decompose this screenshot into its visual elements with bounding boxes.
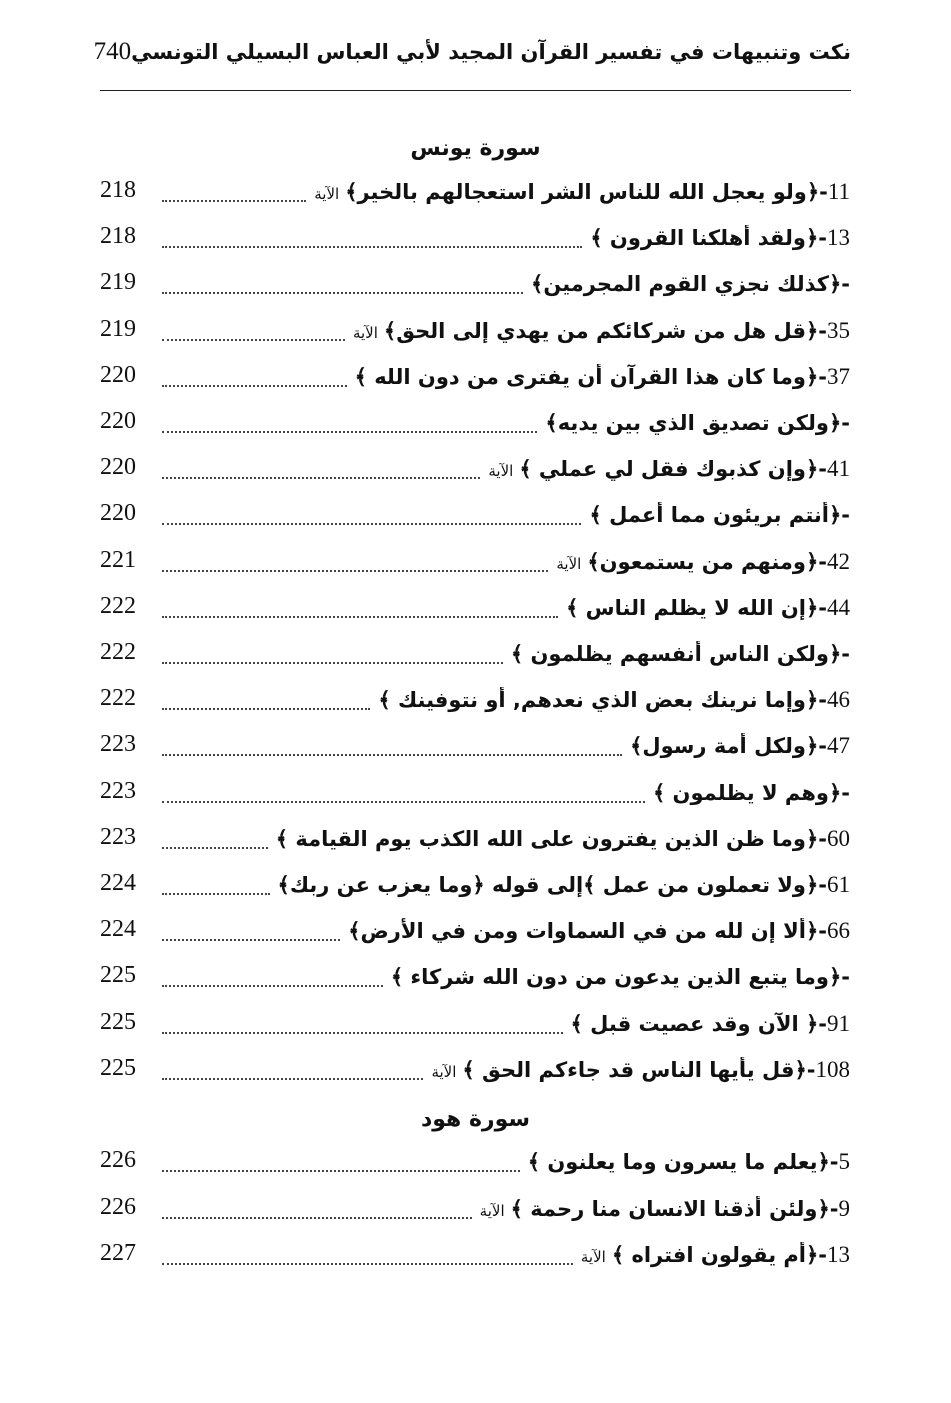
index-entry	[100, 957, 850, 997]
verse-suffix: الآية	[431, 1062, 457, 1081]
running-header	[93, 38, 851, 88]
section-title: سورة يونس	[410, 136, 541, 161]
dot-leader	[162, 754, 622, 756]
entry-page-number: 220	[100, 500, 136, 527]
entry-text	[511, 641, 850, 667]
dot-leader	[162, 385, 347, 387]
verse-text: ﴿ولو يعجل الله للناس الشر استعجالهم بالخير﴾	[345, 180, 820, 204]
entry-text	[581, 1242, 850, 1268]
entry-page-number: 225	[100, 1054, 136, 1081]
dot-leader	[162, 616, 558, 618]
entry-dash: -	[841, 272, 850, 297]
entry-dash: -	[818, 734, 827, 759]
header-title: نكت وتنبيهات في تفسير القرآن المجيد لأبي العباس البسيلي التونسي	[131, 40, 851, 64]
verse-number: 42	[827, 548, 850, 574]
entry-dash: -	[841, 503, 850, 528]
entry-dash: -	[841, 780, 850, 805]
index-entry	[100, 403, 850, 443]
dot-leader	[162, 1078, 423, 1080]
entry-text	[630, 733, 850, 759]
verse-number: 5	[838, 1149, 850, 1174]
dot-leader	[162, 200, 306, 202]
entry-dash: -	[819, 180, 828, 204]
entry-text	[480, 1196, 850, 1222]
index-entry	[100, 357, 850, 397]
verse-text: ﴿ومنهم من يستمعون﴾	[587, 549, 819, 574]
entry-dash: -	[829, 1196, 839, 1221]
entry-text	[590, 225, 850, 251]
entry-text	[488, 456, 850, 482]
verse-text: ﴿كذلك نجزي القوم المجرمين﴾	[531, 272, 842, 297]
entry-text	[566, 595, 850, 621]
index-entry	[100, 449, 850, 489]
entry-text	[653, 780, 850, 806]
verse-number: 47	[827, 733, 850, 759]
header-rule	[100, 90, 851, 91]
verse-number: 108	[815, 1056, 850, 1082]
verse-text: ﴿ولئن أذقنا الانسان منا رحمة ﴾	[510, 1196, 830, 1221]
verse-suffix: الآية	[556, 554, 582, 573]
entry-page-number: 222	[100, 638, 136, 665]
verse-text: ﴿ولا تعملون من عمل ﴾إلى قوله ﴿وما يعزب عن ربك﴾	[277, 873, 819, 897]
verse-text: ﴿ولكن الناس أنفسهم يظلمون ﴾	[510, 642, 842, 666]
entry-dash: -	[818, 318, 827, 343]
entry-page-number: 223	[100, 823, 136, 850]
dot-leader	[162, 1032, 563, 1034]
verse-text: ﴿ألا إن لله من في السماوات ومن في الأرض﴾	[348, 919, 819, 944]
verse-number: 91	[827, 1010, 850, 1036]
verse-text: ﴿ولكن تصديق الذي بين يديه﴾	[545, 411, 842, 435]
index-entry	[100, 218, 850, 258]
entry-page-number: 223	[100, 777, 136, 804]
entry-text	[278, 872, 850, 898]
verse-text: ﴿قل يأيها الناس قد جاءكم الحق ﴾	[462, 1057, 807, 1082]
entry-dash: -	[818, 595, 827, 620]
dot-leader	[162, 1263, 573, 1265]
verse-number: 13	[827, 225, 850, 251]
entry-text	[589, 502, 850, 528]
entry-dash: -	[841, 642, 850, 666]
verse-suffix: الآية	[488, 462, 514, 481]
entry-page-number: 225	[100, 1008, 136, 1035]
verse-text: ﴿أم يقولون افتراه ﴾	[611, 1243, 819, 1267]
verse-number: 66	[827, 918, 850, 944]
entry-dash: -	[818, 1243, 827, 1267]
entry-page-number: 226	[100, 1146, 136, 1173]
index-entry	[100, 865, 850, 905]
entry-text	[276, 826, 850, 852]
entry-page-number: 224	[100, 869, 136, 896]
entry-text	[431, 1057, 850, 1083]
entry-page-number: 226	[100, 1193, 136, 1220]
index-entry	[100, 819, 850, 859]
verse-text: ﴿ولقد أهلكنا القرون ﴾	[590, 226, 819, 251]
entry-dash: -	[818, 549, 827, 574]
verse-number: 35	[827, 317, 850, 343]
entry-page-number: 219	[100, 315, 136, 342]
entry-text	[378, 687, 850, 713]
dot-leader	[162, 662, 503, 664]
verse-text: ﴿وما كان هذا القرآن أن يفترى من دون الله ﴾	[354, 364, 819, 389]
index-entry	[100, 726, 850, 766]
dot-leader	[162, 292, 523, 294]
dot-leader	[162, 893, 270, 895]
index-entry	[100, 311, 850, 351]
dot-leader	[162, 708, 370, 710]
index-entry	[100, 1004, 850, 1044]
dot-leader	[162, 1170, 520, 1172]
dot-leader	[162, 801, 645, 803]
dot-leader	[162, 339, 345, 341]
verse-suffix: الآية	[479, 1201, 505, 1220]
entry-dash: -	[818, 873, 827, 897]
dot-leader	[162, 523, 581, 525]
verse-number: 44	[827, 594, 850, 620]
entry-dash: -	[841, 411, 850, 435]
entry-text	[314, 179, 850, 205]
entry-page-number: 220	[100, 361, 136, 388]
verse-text: ﴿وما ظن الذين يفترون على الله الكذب يوم القيامة ﴾	[275, 826, 819, 851]
verse-text: ﴿وهم لا يظلمون ﴾	[652, 780, 842, 805]
entry-text	[353, 318, 850, 344]
index-entry	[100, 1050, 850, 1090]
verse-suffix: الآية	[580, 1248, 606, 1266]
entry-page-number: 220	[100, 454, 136, 481]
verse-suffix: الآية	[314, 185, 340, 203]
entry-dash: -	[818, 688, 827, 713]
entry-text	[571, 1011, 850, 1037]
dot-leader	[162, 477, 480, 479]
entry-text	[556, 549, 850, 575]
index-entry	[100, 1235, 850, 1275]
dot-leader	[162, 847, 268, 849]
entry-page-number: 222	[100, 592, 136, 619]
entry-page-number: 222	[100, 685, 136, 712]
entry-text	[348, 918, 850, 944]
index-entry	[100, 634, 850, 674]
dot-leader	[162, 939, 340, 941]
index-entry	[100, 495, 850, 535]
verse-number: 41	[827, 456, 850, 482]
verse-text: ﴿قل هل من شركائكم من يهدي إلى الحق﴾	[383, 318, 819, 343]
index-entry	[100, 542, 850, 582]
entry-page-number: 224	[100, 916, 136, 943]
index-entry	[100, 588, 850, 628]
entry-dash: -	[818, 364, 827, 389]
dot-leader	[162, 431, 537, 433]
verse-suffix: الآية	[352, 323, 378, 342]
section-title: سورة هود	[420, 1107, 531, 1132]
entry-text	[391, 964, 850, 990]
index-entry	[100, 1142, 850, 1182]
verse-text: ﴿يعلم ما يسرون وما يعلنون ﴾	[527, 1150, 830, 1174]
verse-number: 37	[827, 363, 850, 389]
entry-dash: -	[818, 919, 827, 944]
index-entry	[100, 1189, 850, 1229]
verse-number: 46	[827, 687, 850, 713]
verse-number: 13	[827, 1242, 850, 1267]
entry-dash: -	[806, 1057, 816, 1082]
index-entry	[100, 911, 850, 951]
entry-dash: -	[841, 965, 850, 990]
index-entry	[100, 264, 850, 304]
entry-text	[531, 271, 850, 297]
dot-leader	[162, 570, 548, 572]
entry-dash: -	[818, 226, 827, 251]
verse-text: ﴿ الآن وقد عصيت قبل ﴾	[570, 1011, 819, 1036]
dot-leader	[162, 1217, 472, 1219]
verse-number: 9	[838, 1195, 850, 1221]
index-entry	[100, 773, 850, 813]
entry-text	[528, 1149, 850, 1175]
verse-text: ﴿وإما نرينك بعض الذي نعدهم, أو نتوفينك ﴾	[378, 688, 819, 713]
index-entry	[100, 172, 850, 212]
verse-number: 11	[827, 179, 850, 204]
entry-page-number: 221	[100, 546, 136, 573]
verse-text: ﴿إن الله لا يظلم الناس ﴾	[566, 595, 819, 620]
verse-text: ﴿وإن كذبوك فقل لي عملي ﴾	[519, 457, 819, 482]
entry-page-number: 223	[100, 731, 136, 758]
entry-text	[355, 364, 850, 390]
index-entry	[100, 680, 850, 720]
entry-dash: -	[818, 826, 827, 851]
verse-number: 61	[827, 872, 850, 897]
entry-page-number: 219	[100, 269, 136, 296]
page-number: 740	[93, 38, 132, 65]
entry-text	[545, 410, 850, 436]
dot-leader	[162, 246, 582, 248]
dot-leader	[162, 985, 383, 987]
verse-number: 60	[827, 825, 850, 851]
entry-page-number: 225	[100, 962, 136, 989]
entry-page-number: 218	[100, 176, 136, 203]
verse-text: ﴿ولكل أمة رسول﴾	[630, 734, 819, 759]
verse-text: ﴿أنتم بريئون مما أعمل ﴾	[589, 503, 842, 528]
entry-dash: -	[829, 1150, 839, 1174]
entry-page-number: 220	[100, 407, 136, 434]
verse-text: ﴿وما يتبع الذين يدعون من دون الله شركاء ﴾	[390, 965, 842, 990]
entry-page-number: 227	[100, 1239, 136, 1266]
entry-dash: -	[818, 1011, 827, 1036]
entry-dash: -	[818, 457, 827, 482]
entry-page-number: 218	[100, 223, 136, 250]
